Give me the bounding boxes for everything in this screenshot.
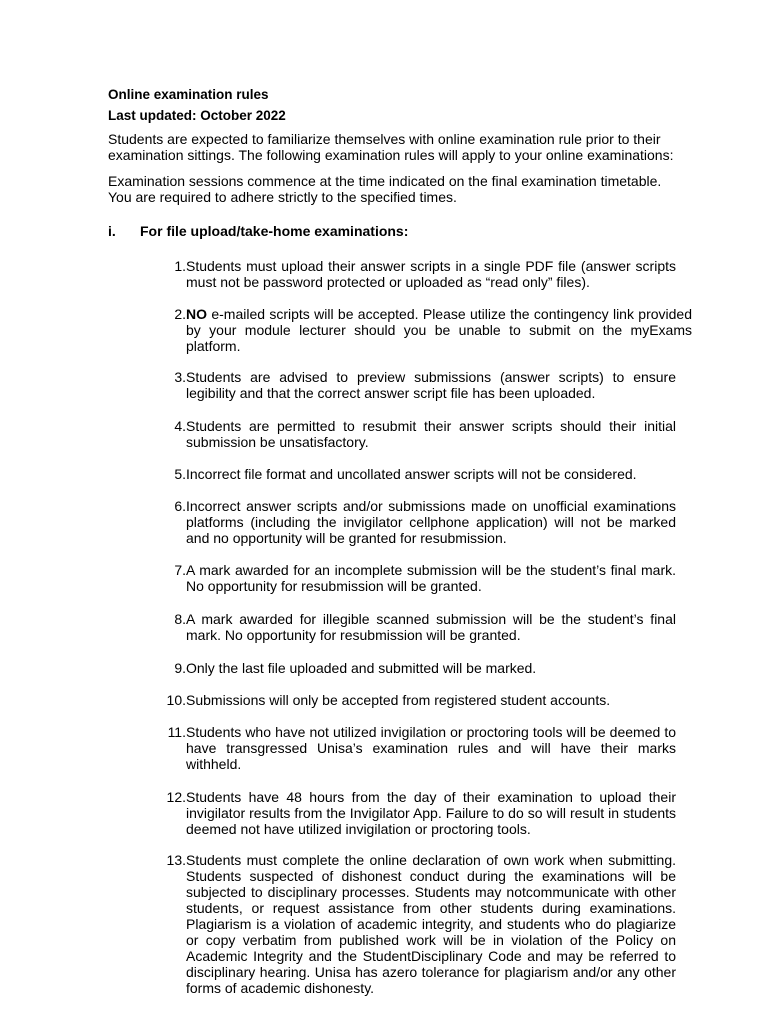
rule-item	[158, 852, 690, 996]
rule-number: 4.	[174, 418, 186, 434]
rule-text: Students have 48 hours from the day of their examination to upload their invigilator results from the Invigilator App. Failure to do so will result in students deemed not have utilized invigilation or proctoring tools.	[186, 789, 676, 837]
sessions-paragraph: Examination sessions commence at the time indicated on the final examination timetable. You are required to adhere strictly to the specified times.	[108, 173, 662, 205]
rule-item	[158, 724, 690, 772]
section-heading	[108, 223, 408, 239]
rule-text: A mark awarded for an incomplete submission will be the student’s final mark. No opportunity for resubmission will be granted.	[186, 562, 676, 594]
rule-number: 12.	[166, 789, 186, 805]
rule-text: Incorrect file format and uncollated answer scripts will not be considered.	[186, 466, 637, 482]
document-title	[108, 84, 286, 126]
rule-text: Students must complete the online declaration of own work when submitting. Students suspected of dishonest conduct during the examinations will be subjected to disciplinary processes. Students may notcommunicate with other students, or request assistance from other students during examinations. Plagiarism is a violation of academic integrity, and students who do plagiarize or copy verbatim from published work will be in violation of the Policy on Academic Integrity and the StudentDisciplinary Code and may be referred to disciplinary hearing. Unisa has azero tolerance for plagiarism and/or any other forms of academic dishonesty.	[186, 852, 676, 996]
rule-text: Incorrect answer scripts and/or submissions made on unofficial examinations platforms (including the invigilator cellphone application) will not be marked and no opportunity will be granted for resubmission.	[186, 498, 676, 546]
rule-item	[158, 611, 690, 643]
rule-text: Students are permitted to resubmit their answer scripts should their initial submission be unsatisfactory.	[186, 418, 676, 450]
rule-item	[158, 498, 690, 546]
rule-text: Students who have not utilized invigilation or proctoring tools will be deemed to have transgressed Unisa’s examination rules and will have their marks withheld.	[186, 724, 676, 772]
rule-number: 6.	[174, 498, 186, 514]
rule-number: 9.	[174, 660, 186, 676]
rule-item	[158, 692, 690, 708]
rule-item	[158, 369, 690, 401]
rule-text	[186, 306, 692, 354]
rule-number: 5.	[174, 466, 186, 482]
rule-number: 2.	[174, 306, 186, 322]
rule-number: 10.	[166, 692, 186, 708]
rule-number: 11.	[167, 724, 186, 740]
rule-text-rest: e-mailed scripts will be accepted. Please utilize the contingency link provided by your module lecturer should you be unable to submit on the myExams platform.	[186, 306, 692, 354]
rule-text: Submissions will only be accepted from registered student accounts.	[186, 692, 611, 708]
rule-item	[158, 418, 690, 450]
rule-item	[158, 466, 690, 482]
rule-item	[158, 789, 690, 837]
rule-item	[158, 660, 690, 676]
section-number: i.	[108, 223, 116, 239]
rule-emphasis: NO	[186, 306, 207, 322]
rule-number: 3.	[174, 369, 186, 385]
rule-number: 1.	[174, 258, 186, 274]
last-updated-date: Last updated: October 2022	[108, 108, 286, 123]
title-heading: Online examination rules	[108, 87, 269, 102]
rule-item	[158, 562, 690, 594]
rule-text: Students must upload their answer scripts in a single PDF file (answer scripts must not be password protected or uploaded as “read only” files).	[186, 258, 676, 290]
section-title: For file upload/take-home examinations:	[140, 223, 409, 239]
rule-item	[158, 306, 692, 354]
rule-text: Only the last file uploaded and submitted will be marked.	[186, 660, 537, 676]
rule-item	[158, 258, 690, 290]
rule-number: 8.	[174, 611, 186, 627]
rule-number: 13.	[166, 852, 186, 868]
rule-text: Students are advised to preview submissions (answer scripts) to ensure legibility and that the correct answer script file has been uploaded.	[186, 369, 676, 401]
intro-paragraph: Students are expected to familiarize themselves with online examination rule prior to their examination sittings. The following examination rules will apply to your online examinations:	[108, 131, 674, 163]
rule-text: A mark awarded for illegible scanned submission will be the student’s final mark. No opportunity for resubmission will be granted.	[186, 611, 676, 643]
rule-number: 7.	[174, 562, 186, 578]
